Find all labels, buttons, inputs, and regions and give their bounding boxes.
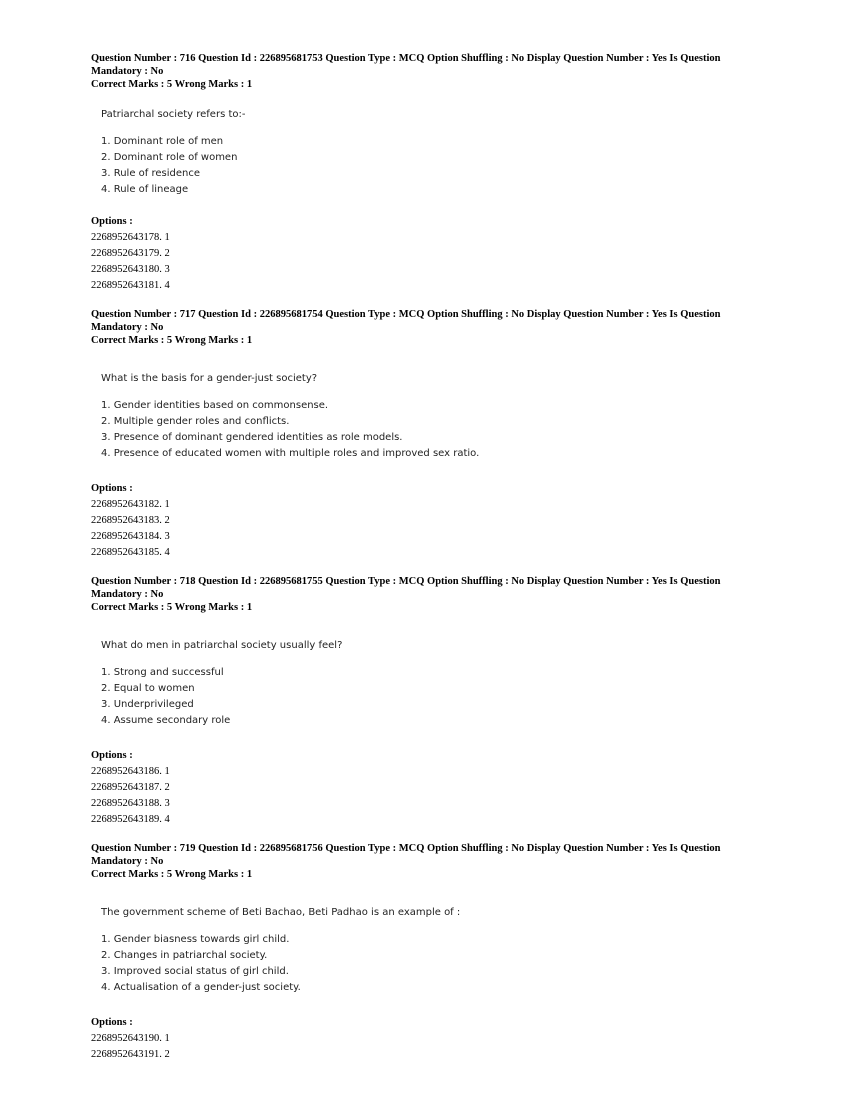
choice-item: 1. Gender biasness towards girl child.	[101, 934, 290, 945]
options-label: Options :	[91, 750, 133, 761]
choice-item: 3. Improved social status of girl child.	[101, 966, 289, 977]
options-list	[91, 214, 170, 294]
question-marks: Correct Marks : 5 Wrong Marks : 1	[91, 79, 253, 90]
options-label: Options :	[91, 216, 133, 227]
question-content	[101, 372, 479, 462]
options-list	[91, 748, 170, 828]
choice-item: 2. Changes in patriarchal society.	[101, 950, 268, 961]
options-label: Options :	[91, 483, 133, 494]
options-label: Options :	[91, 1017, 133, 1028]
choice-list	[101, 665, 342, 729]
question-stem: Patriarchal society refers to:-	[101, 109, 246, 120]
option-row: 2268952643180. 3	[91, 264, 170, 275]
option-row: 2268952643183. 2	[91, 515, 170, 526]
option-row: 2268952643178. 1	[91, 232, 170, 243]
option-row: 2268952643179. 2	[91, 248, 170, 259]
question-stem: What is the basis for a gender-just society?	[101, 373, 318, 384]
question-header: Question Number : 716 Question Id : 226895681753 Question Type : MCQ Option Shuffling : No Display Question Number : Yes Is Question Mandatory : No	[91, 53, 721, 77]
option-row: 2268952643182. 1	[91, 499, 170, 510]
question-block	[91, 575, 751, 825]
question-marks: Correct Marks : 5 Wrong Marks : 1	[91, 602, 253, 613]
option-row: 2268952643184. 3	[91, 531, 170, 542]
question-content	[101, 639, 342, 729]
choice-item: 4. Presence of educated women with multiple roles and improved sex ratio.	[101, 448, 480, 459]
choice-item: 3. Underprivileged	[101, 699, 194, 710]
question-block	[91, 52, 751, 291]
choice-item: 2. Multiple gender roles and conflicts.	[101, 416, 290, 427]
question-content	[101, 108, 245, 198]
choice-item: 2. Dominant role of women	[101, 152, 238, 163]
option-row: 2268952643187. 2	[91, 782, 170, 793]
choice-item: 1. Strong and successful	[101, 667, 224, 678]
option-row: 2268952643191. 2	[91, 1049, 170, 1060]
question-block	[91, 308, 751, 558]
question-header: Question Number : 718 Question Id : 226895681755 Question Type : MCQ Option Shuffling : No Display Question Number : Yes Is Question Mandatory : No	[91, 576, 721, 600]
choice-item: 1. Gender identities based on commonsense.	[101, 400, 329, 411]
option-row: 2268952643186. 1	[91, 766, 170, 777]
choice-item: 2. Equal to women	[101, 683, 195, 694]
options-list	[91, 1015, 170, 1063]
question-stem: What do men in patriarchal society usually feel?	[101, 640, 343, 651]
choice-item: 4. Rule of lineage	[101, 184, 189, 195]
option-row: 2268952643190. 1	[91, 1033, 170, 1044]
question-header: Question Number : 717 Question Id : 226895681754 Question Type : MCQ Option Shuffling : No Display Question Number : Yes Is Question Mandatory : No	[91, 309, 721, 333]
options-list	[91, 481, 170, 561]
choice-item: 4. Assume secondary role	[101, 715, 231, 726]
question-content	[101, 906, 460, 996]
question-marks: Correct Marks : 5 Wrong Marks : 1	[91, 335, 253, 346]
option-row: 2268952643185. 4	[91, 547, 170, 558]
choice-item: 4. Actualisation of a gender-just society.	[101, 982, 301, 993]
question-block	[91, 842, 751, 1060]
option-row: 2268952643189. 4	[91, 814, 170, 825]
option-row: 2268952643181. 4	[91, 280, 170, 291]
choice-item: 3. Rule of residence	[101, 168, 201, 179]
question-stem: The government scheme of Beti Bachao, Beti Padhao is an example of :	[101, 907, 461, 918]
option-row: 2268952643188. 3	[91, 798, 170, 809]
choice-item: 3. Presence of dominant gendered identities as role models.	[101, 432, 403, 443]
question-header: Question Number : 719 Question Id : 226895681756 Question Type : MCQ Option Shuffling : No Display Question Number : Yes Is Question Mandatory : No	[91, 843, 721, 867]
choice-item: 1. Dominant role of men	[101, 136, 224, 147]
choice-list	[101, 398, 479, 462]
question-marks: Correct Marks : 5 Wrong Marks : 1	[91, 869, 253, 880]
choice-list	[101, 134, 245, 198]
choice-list	[101, 932, 460, 996]
